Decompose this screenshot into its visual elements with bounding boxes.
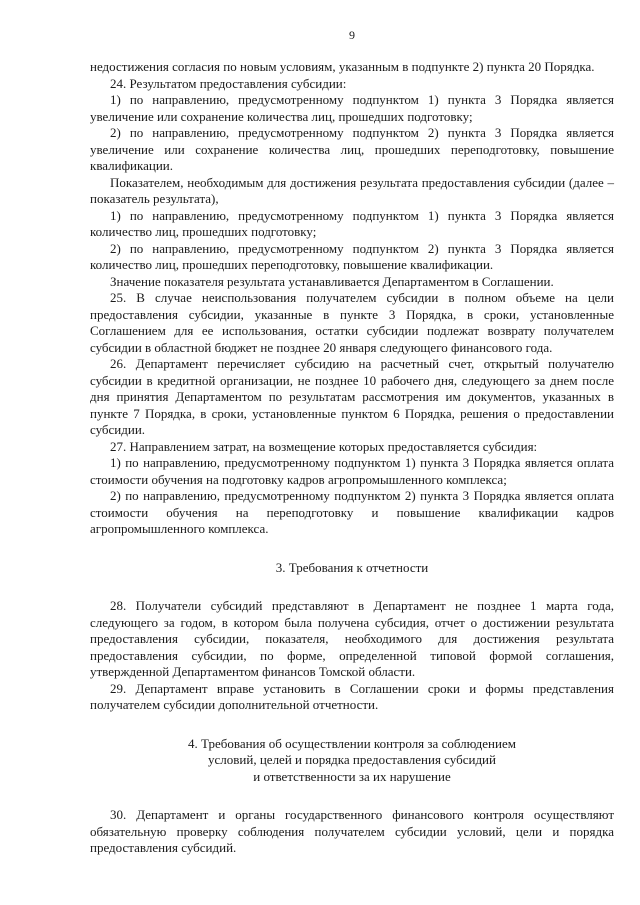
paragraph-26: 26. Департамент перечисляет субсидию на расчетный счет, открытый получателю субсидии в кредитной организации, не позднее 10 рабочего дня, следующего за днем после дня принятия Департаментом по результатам рассмотрения им документов, указанных в пункте 7 Порядка, в сроки, установленные пунктом 6 Порядка, решения о предоставлении субсидии. [90, 356, 614, 437]
section-4-heading-line-2: условий, целей и порядка предоставления субсидий [208, 752, 496, 767]
paragraph-28: 28. Получатели субсидий представляют в Департамент не позднее 1 марта года, следующего за годом, в котором была получена субсидия, отчет о достижении результата предоставления субсидии, показателя, необходимого для достижения результата предоставления субсидии, по форме, определенной типовой формой соглашения, утвержденной Департаментом финансов Томской области. [90, 598, 614, 679]
paragraph-27-title: 27. Направлением затрат, на возмещение которых предоставляется субсидия: [110, 438, 538, 454]
section-4-heading [90, 736, 614, 786]
paragraph-30: 30. Департамент и органы государственного финансового контроля осуществляют обязательную проверку соблюдения получателем субсидии условий, цели и порядка предоставления субсидий. [90, 807, 614, 855]
paragraph-24-item-1: 1) по направлению, предусмотренному подпунктом 1) пункта 3 Порядка является увеличение или сохранение количества лиц, прошедших подготовку; [90, 92, 614, 124]
paragraph-indicator-value: Значение показателя результата устанавливается Департаментом в Соглашении. [110, 273, 554, 289]
paragraph-29: 29. Департамент вправе установить в Соглашении сроки и формы представления получателем субсидии дополнительной отчетности. [90, 680, 614, 712]
paragraph-continuation: недостижения согласия по новым условиям, указанным в подпункте 2) пункта 20 Порядка. [90, 59, 595, 74]
paragraph-indicator: Показателем, необходимым для достижения результата предоставления субсидии (далее – показатель результата), [90, 174, 614, 206]
paragraph-indicator-item-2: 2) по направлению, предусмотренному подпунктом 2) пункта 3 Порядка является количество лиц, прошедших переподготовку, повышение квалификации. [90, 240, 614, 272]
paragraph-24-item-2: 2) по направлению, предусмотренному подпунктом 2) пункта 3 Порядка является увеличение или сохранение количества лиц, прошедших переподготовку, повышение квалификации. [90, 125, 614, 173]
paragraph-27-item-2: 2) по направлению, предусмотренному подпунктом 2) пункта 3 Порядка является оплата стоимости обучения на переподготовку и повышение квалификации кадров агропромышленного комплекса. [90, 488, 614, 536]
paragraph-27-item-1: 1) по направлению, предусмотренному подпунктом 1) пункта 3 Порядка является оплата стоимости обучения на подготовку кадров агропромышленного комплекса; [90, 455, 614, 487]
paragraph-24-title: 24. Результатом предоставления субсидии: [110, 75, 347, 91]
section-3-heading: 3. Требования к отчетности [275, 559, 429, 575]
page-number: 9 [349, 28, 355, 42]
section-4-heading-line-1: 4. Требования об осуществлении контроля за соблюдением [188, 735, 516, 751]
paragraph-indicator-item-1: 1) по направлению, предусмотренному подпунктом 1) пункта 3 Порядка является количество лиц, прошедших подготовку; [90, 207, 614, 239]
paragraph-25: 25. В случае неиспользования получателем субсидии в полном объеме на цели предоставления субсидии, указанные в пункте 3 Порядка, в сроки, установленные Соглашением для ее использования, остатки субсидии подлежат возврату получателем субсидии в областной бюджет не позднее 20 января следующего финансового года. [90, 290, 614, 355]
section-4-heading-line-3: и ответственности за их нарушение [253, 768, 451, 784]
